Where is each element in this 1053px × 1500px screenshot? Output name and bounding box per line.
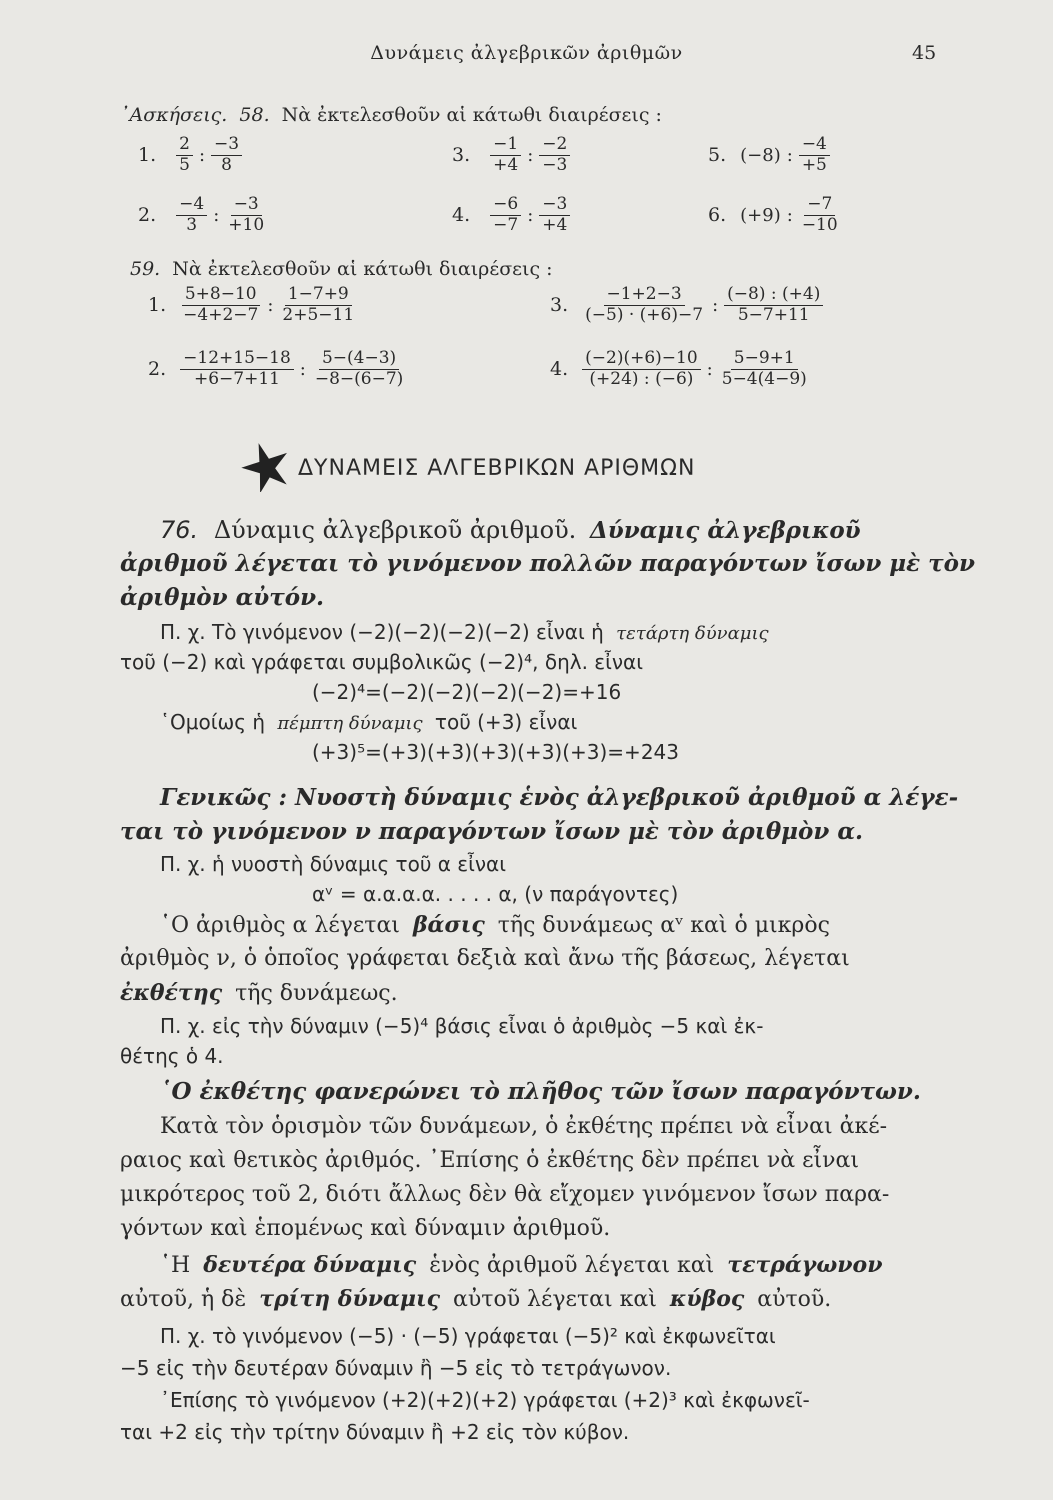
example-3-equation: αᵛ = α.α.α.α. . . . . α, (ν παράγοντες) (312, 882, 679, 906)
fraction: $\frac{-1+2-3}{(-5) \cdot (+6)-7}$ (585, 284, 704, 325)
example-1-line-2: τοῦ (−2) καὶ γράφεται συμβολικῶς (−2)⁴, δηλ. εἶναι (120, 650, 644, 674)
paragraph-76-title-line: 76. Δύναμις ἀλγεβρικοῦ ἀριθμοῦ. Δύναμις ἀλγεβρικοῦ (160, 516, 861, 544)
fraction: $\frac{2}{5}$ (176, 136, 193, 175)
ex59-item-3: 3. $\frac{-1+2-3}{(-5) \cdot (+6)-7}$ : $\frac{(-8) : (+4)}{5-7+11}$ (550, 286, 823, 325)
square-cube-line-1: ῾Η δευτέρα δύναμις ἑνὸς ἀριθμοῦ λέγεται καὶ τετράγωνον (160, 1252, 883, 1278)
fraction: $\frac{-3}{+10}$ (228, 194, 265, 235)
example-6-line-2: ται +2 εἰς τὴν τρίτην δύναμιν ἢ +2 εἰς τὸν κύβον. (120, 1420, 630, 1444)
constraint-line-3: μικρότερος τοῦ 2, διότι ἄλλως δὲν θὰ εἴχομεν γινόμενον ἴσων παρα- (120, 1182, 890, 1207)
base-line-1: ῾Ο ἀριθμὸς α λέγεται βάσις τῆς δυνάμεως αᵛ καὶ ὁ μικρὸς (160, 912, 830, 938)
example-4-line-1: Π. χ. εἰς τὴν δύναμιν (−5)⁴ βάσις εἶναι ὁ ἀριθμὸς −5 καὶ ἐκ- (160, 1014, 764, 1038)
exercise-59-instruction: Νὰ ἐκτελεσθοῦν αἱ κάτωθι διαιρέσεις : (172, 258, 553, 280)
paragraph-76-definition-line-3: ἀριθμὸν αὐτόν. (120, 584, 325, 611)
fraction: $\frac{-4}{3}$ (176, 196, 207, 235)
ex58-item-1: 1. $\frac{2}{5}$ : $\frac{-3}{8}$ (138, 136, 242, 175)
exponent-statement: ῾Ο ἐκθέτης φανερώνει τὸ πλῆθος τῶν ἴσων παραγόντων. (160, 1078, 921, 1105)
ex58-item-4: 4. $\frac{-6}{-7}$ : $\frac{-3}{+4}$ (452, 196, 570, 235)
constraint-line-4: γόντων καὶ ἑπομένως καὶ δύναμιν ἀριθμοῦ. (120, 1216, 611, 1241)
fraction: $\frac{5-9+1}{5-4(4-9)}$ (721, 348, 807, 389)
square-cube-line-2: αὐτοῦ, ἡ δὲ τρίτη δύναμις αὐτοῦ λέγεται καὶ κύβος αὐτοῦ. (120, 1286, 832, 1312)
exercise-58-number: 58. (239, 104, 270, 126)
exercise-59-heading (130, 258, 553, 280)
section-heading: ΔΥΝΑΜΕΙΣ ΑΛΓΕΒΡΙΚΩΝ ΑΡΙΘΜΩΝ (240, 440, 695, 496)
page-number: 45 (912, 42, 937, 64)
ex59-item-2: 2. $\frac{-12+15-18}{+6-7+11}$ : $\frac{5-(4-3)}{-8-(6-7)}$ (148, 350, 406, 389)
example-3-line-1: Π. χ. ἡ νυοστὴ δύναμις τοῦ α εἶναι (160, 852, 506, 876)
fraction: $\frac{-7}{-10}$ (801, 194, 838, 235)
example-1-line-1: Π. χ. Τὸ γινόμενον (−2)(−2)(−2)(−2) εἶναι ἡ τετάρτη δύναμις (160, 620, 769, 644)
fraction: $\frac{-6}{-7}$ (490, 196, 521, 235)
general-definition-line-1: Γενικῶς : Νυοστὴ δύναμις ἑνὸς ἀλγεβρικοῦ ἀριθμοῦ α λέγε- (160, 784, 959, 811)
example-2-equation: (+3)⁵=(+3)(+3)(+3)(+3)(+3)=+243 (312, 740, 679, 764)
ex59-item-4: 4. $\frac{(-2)(+6)-10}{(+24) : (-6)}$ : $\frac{5-9+1}{5-4(4-9)}$ (550, 350, 810, 389)
fraction: $\frac{5+8-10}{-4+2-7}$ (183, 284, 259, 325)
ex58-item-5: 5. (−8) : $\frac{-4}{+5}$ (708, 136, 830, 175)
fraction: $\frac{-12+15-18}{+6-7+11}$ (180, 350, 294, 389)
fraction: $\frac{-3}{+4}$ (539, 196, 570, 235)
example-2-line-1: ῾Ομοίως ἡ πέμπτη δύναμις τοῦ (+3) εἶναι (160, 710, 578, 734)
ex58-item-3: 3. $\frac{-1}{+4}$ : $\frac{-2}{-3}$ (452, 136, 570, 175)
paragraph-76-definition-line-2: ἀριθμοῦ λέγεται τὸ γινόμενον πολλῶν παραγόντων ἴσων μὲ τὸν (120, 550, 975, 577)
fraction: $\frac{-4}{+5}$ (799, 136, 830, 175)
fraction: $\frac{-1}{+4}$ (490, 136, 521, 175)
fraction: $\frac{1-7+9}{2+5-11}$ (282, 284, 355, 325)
example-1-equation: (−2)⁴=(−2)(−2)(−2)(−2)=+16 (312, 680, 622, 704)
star-icon (240, 440, 292, 496)
ex58-item-6: 6. (+9) : $\frac{-7}{-10}$ (708, 196, 841, 235)
example-6-line-1: ᾿Επίσης τὸ γινόμενον (+2)(+2)(+2) γράφεται (+2)³ καὶ ἐκφωνεῖ- (160, 1388, 810, 1412)
ex58-item-2: 2. $\frac{-4}{3}$ : $\frac{-3}{+10}$ (138, 196, 267, 235)
example-4-line-2: θέτης ὁ 4. (120, 1044, 224, 1068)
running-title: Δυνάμεις ἀλγεβρικῶν ἀριθμῶν (370, 42, 683, 64)
exercise-59-number: 59. (130, 258, 161, 280)
fraction: $\frac{-3}{8}$ (211, 136, 242, 175)
fraction: $\frac{(-2)(+6)-10}{(+24) : (-6)}$ (582, 350, 701, 389)
ex59-item-1: 1. $\frac{5+8-10}{-4+2-7}$ : $\frac{1-7+9}{2+5-11}$ (148, 286, 357, 325)
base-line-3: ἐκθέτης τῆς δυνάμεως. (120, 980, 398, 1006)
general-definition-line-2: ται τὸ γινόμενον ν παραγόντων ἴσων μὲ τὸν ἀριθμὸν α. (120, 818, 864, 845)
fraction: $\frac{-2}{-3}$ (539, 136, 570, 175)
constraint-line-1: Κατὰ τὸν ὁρισμὸν τῶν δυνάμεων, ὁ ἐκθέτης πρέπει νὰ εἶναι ἀκέ- (160, 1114, 888, 1139)
fraction: $\frac{(-8) : (+4)}{5-7+11}$ (724, 286, 823, 325)
exercise-58-instruction: Νὰ ἐκτελεσθοῦν αἱ κάτωθι διαιρέσεις : (281, 104, 662, 126)
exercise-58-heading (120, 104, 662, 126)
constraint-line-2: ραιος καὶ θετικὸς ἀριθμός. ᾿Επίσης ὁ ἐκθέτης δὲν πρέπει νὰ εἶναι (120, 1148, 860, 1173)
fraction: $\frac{5-(4-3)}{-8-(6-7)}$ (314, 348, 404, 389)
example-5-line-1: Π. χ. τὸ γινόμενον (−5) · (−5) γράφεται (−5)² καὶ ἐκφωνεῖται (160, 1324, 776, 1348)
base-line-2: ἀριθμὸς ν, ὁ ὁποῖος γράφεται δεξιὰ καὶ ἄνω τῆς βάσεως, λέγεται (120, 946, 850, 971)
exercises-label: ᾿Ασκήσεις. (120, 104, 228, 126)
example-5-line-2: −5 εἰς τὴν δευτέραν δύναμιν ἢ −5 εἰς τὸ τετράγωνον. (120, 1356, 672, 1380)
